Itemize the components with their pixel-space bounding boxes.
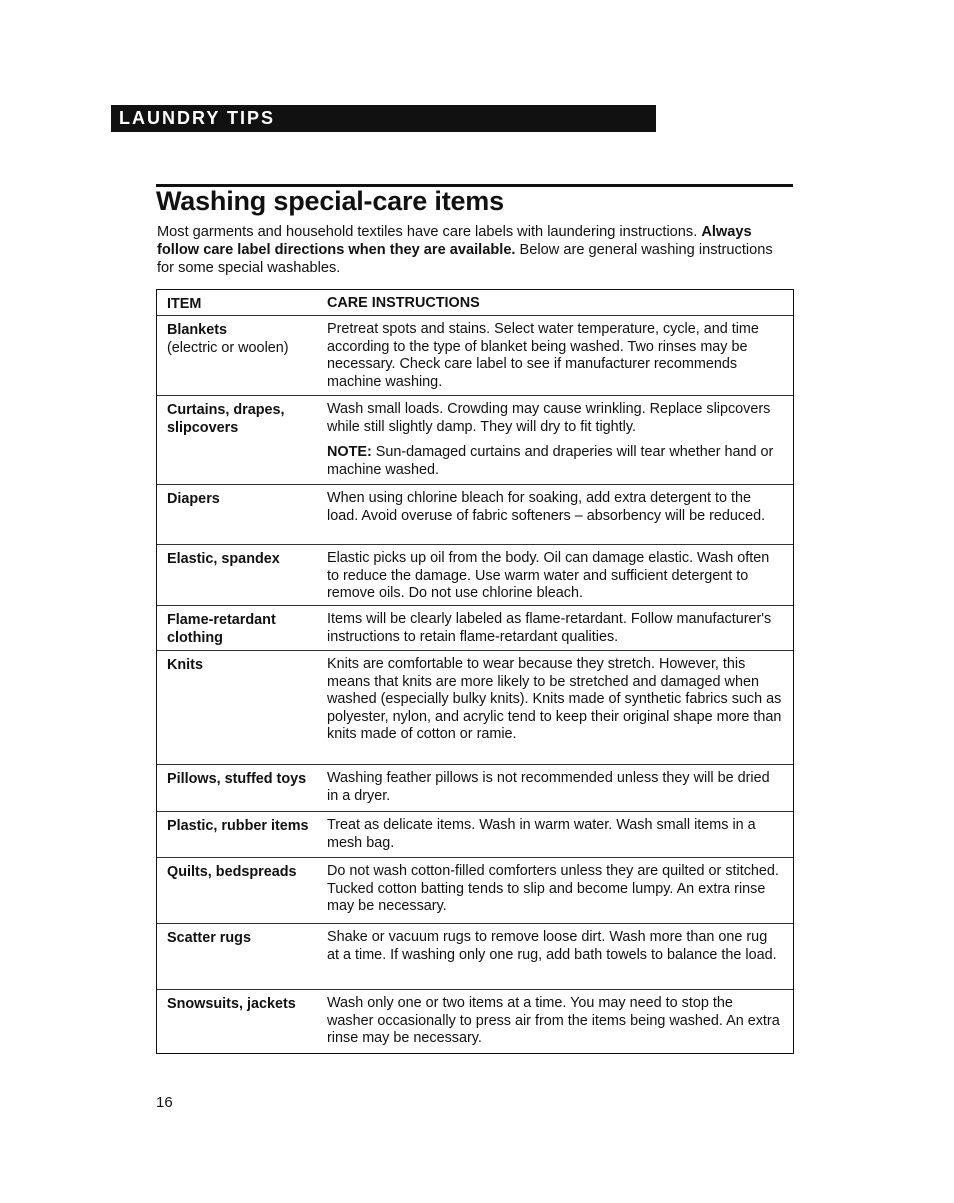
- care-instructions: Washing feather pillows is not recommended unless they will be dried in a dryer.: [327, 770, 770, 804]
- item-cell: [157, 929, 327, 989]
- care-instructions: Treat as delicate items. Wash in warm water. Wash small items in a mesh bag.: [327, 817, 756, 851]
- table-row: [157, 990, 793, 1053]
- care-instructions: Elastic picks up oil from the body. Oil can damage elastic. Wash often to reduce the damage. Use warm water and sufficient detergent to remove oils. Do not use chlorine bleach.: [327, 550, 770, 601]
- section-header-label: LAUNDRY TIPS: [119, 108, 276, 128]
- item-name: Knits: [167, 657, 203, 673]
- table-row: [157, 651, 793, 765]
- care-instructions: Items will be clearly labeled as flame-retardant. Follow manufacturer's instructions to retain flame-retardant qualities.: [327, 611, 772, 645]
- table-row: [157, 765, 793, 812]
- table-row: [157, 924, 793, 990]
- care-instructions: Shake or vacuum rugs to remove loose dirt. Wash more than one rug at a time. If washing only one rug, add bath towels to balance the load.: [327, 929, 777, 963]
- table-header-row: [157, 290, 793, 316]
- table-row: [157, 545, 793, 606]
- item-cell: [157, 817, 327, 857]
- table-row: [157, 485, 793, 545]
- item-subtitle: (electric or woolen): [167, 340, 289, 356]
- table-row: [157, 858, 793, 924]
- page-title: Washing special-care items: [156, 186, 504, 216]
- item-name: Flame-retardant clothing: [167, 612, 276, 646]
- item-name: Diapers: [167, 491, 220, 507]
- item-name: Elastic, spandex: [167, 551, 280, 567]
- item-cell: [157, 770, 327, 811]
- care-table: [156, 289, 794, 1054]
- column-header-item: ITEM: [167, 296, 202, 312]
- note-text: Sun-damaged curtains and draperies will tear whether hand or machine washed.: [327, 444, 774, 478]
- care-instructions: Knits are comfortable to wear because they stretch. However, this means that knits are more likely to be stretched and damaged when washed (especially bulky knits). Knits made of synthetic fabrics such as polyester, nylon, and acrylic tend to keep their original shape more than knits made of cotton or ramie.: [327, 656, 782, 742]
- section-header-bar: [111, 105, 656, 132]
- item-cell: [157, 550, 327, 605]
- intro-text: Most garments and household textiles have care labels with laundering instructions.: [157, 224, 702, 240]
- item-name: Snowsuits, jackets: [167, 996, 296, 1012]
- table-row: [157, 606, 793, 651]
- care-instructions: Pretreat spots and stains. Select water temperature, cycle, and time according to the type of blanket being washed. Two rinses may be necessary. Check care label to see if manufacturer recommends machine washing.: [327, 321, 759, 390]
- intro-text-end: Below are general washing instructions for some special washables.: [157, 242, 773, 276]
- item-name: Scatter rugs: [167, 930, 251, 946]
- item-name: Quilts, bedspreads: [167, 864, 297, 880]
- table-row: [157, 396, 793, 485]
- item-cell: [157, 656, 327, 764]
- care-instructions: [327, 401, 793, 484]
- item-cell: [157, 863, 327, 923]
- care-instructions: Do not wash cotton-filled comforters unless they are quilted or stitched. Tucked cotton batting tends to slip and become lumpy. An extra rinse may be necessary.: [327, 863, 779, 914]
- item-name: Blankets: [167, 322, 227, 338]
- care-instructions: When using chlorine bleach for soaking, add extra detergent to the load. Avoid overuse of fabric softeners – absorbency will be reduced.: [327, 490, 766, 524]
- care-text: Wash small loads. Crowding may cause wrinkling. Replace slipcovers while still slightly damp. They will dry to fit tightly.: [327, 401, 771, 435]
- intro-bold-text: Always follow care label directions when they are available.: [157, 224, 752, 258]
- item-cell: [157, 321, 327, 395]
- table-row: [157, 316, 793, 396]
- item-cell: [157, 995, 327, 1053]
- item-name: Pillows, stuffed toys: [167, 771, 307, 787]
- column-header-care: CARE INSTRUCTIONS: [327, 295, 480, 311]
- note-label: NOTE:: [327, 444, 372, 460]
- item-name: Plastic, rubber items: [167, 818, 309, 834]
- care-instructions: Wash only one or two items at a time. You may need to stop the washer occasionally to press air from the items being washed. An extra rinse may be necessary.: [327, 995, 780, 1046]
- table-row: [157, 812, 793, 858]
- item-cell: [157, 611, 327, 650]
- item-cell: [157, 401, 327, 484]
- care-note: [327, 444, 783, 479]
- item-name: Curtains, drapes, slipcovers: [167, 402, 285, 436]
- intro-paragraph: [157, 223, 793, 277]
- item-cell: [157, 490, 327, 544]
- page-number: 16: [156, 1094, 173, 1111]
